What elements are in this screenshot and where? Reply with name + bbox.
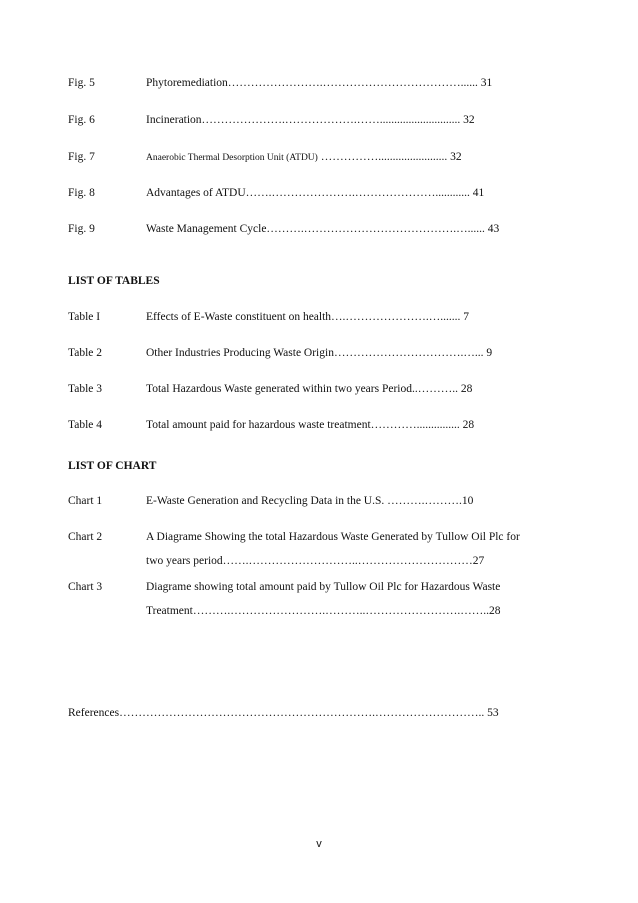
entry-label: Fig. 7: [68, 151, 95, 163]
entry-label: Table I: [68, 311, 101, 323]
entry-text: Waste Management Cycle……….………………………………….…...... 43: [146, 223, 500, 235]
entry-text-wrap: [146, 150, 462, 166]
entry-text: Total Hazardous Waste generated within two years Period..……….. 28: [146, 383, 473, 395]
entry-text-continued: Treatment……….…………………….………..…………………….……..28: [146, 605, 501, 617]
entry-text: Phytoremediation…………………….………………………………...... 31: [146, 77, 493, 89]
page-number: v: [316, 838, 322, 850]
list-of-tables-heading: LIST OF TABLES: [68, 275, 160, 287]
entry-label: Table 2: [68, 347, 103, 359]
entry-label: Fig. 5: [68, 77, 95, 89]
entry-text: Effects of E-Waste constituent on health….………………….…....... 7: [146, 311, 470, 323]
entry-text: Incineration………………….……………….……............................ 32: [146, 114, 475, 126]
entry-label: Chart 1: [68, 495, 103, 507]
toc-entry-references: References………………………………………………………….……………………….. 53: [68, 707, 499, 719]
entry-label: Chart 2: [68, 531, 103, 543]
list-of-chart-heading: LIST OF CHART: [68, 460, 157, 472]
entry-leader: ……………........................ 32: [317, 151, 462, 163]
entry-text: Advantages of ATDU…….………………….…………………............ 41: [146, 187, 485, 199]
entry-label: Fig. 6: [68, 114, 95, 126]
entry-label: Fig. 8: [68, 187, 95, 199]
entry-label: Fig. 9: [68, 223, 95, 235]
entry-text: Other Industries Producing Waste Origin…………………………….…... 9: [146, 347, 493, 359]
entry-text: A Diagrame Showing the total Hazardous Waste Generated by Tullow Oil Plc for: [146, 531, 520, 543]
entry-text-continued: two years period…….………………………..…………………………27: [146, 555, 485, 567]
entry-text: E-Waste Generation and Recycling Data in the U.S. ……….……….10: [146, 495, 474, 507]
entry-text: Diagrame showing total amount paid by Tullow Oil Plc for Hazardous Waste: [146, 581, 501, 593]
entry-label: Table 3: [68, 383, 103, 395]
entry-text: Total amount paid for hazardous waste treatment…………............... 28: [146, 419, 475, 431]
entry-label: Table 4: [68, 419, 103, 431]
entry-label: Chart 3: [68, 581, 103, 593]
entry-text: Anaerobic Thermal Desorption Unit (ATDU): [146, 153, 318, 163]
